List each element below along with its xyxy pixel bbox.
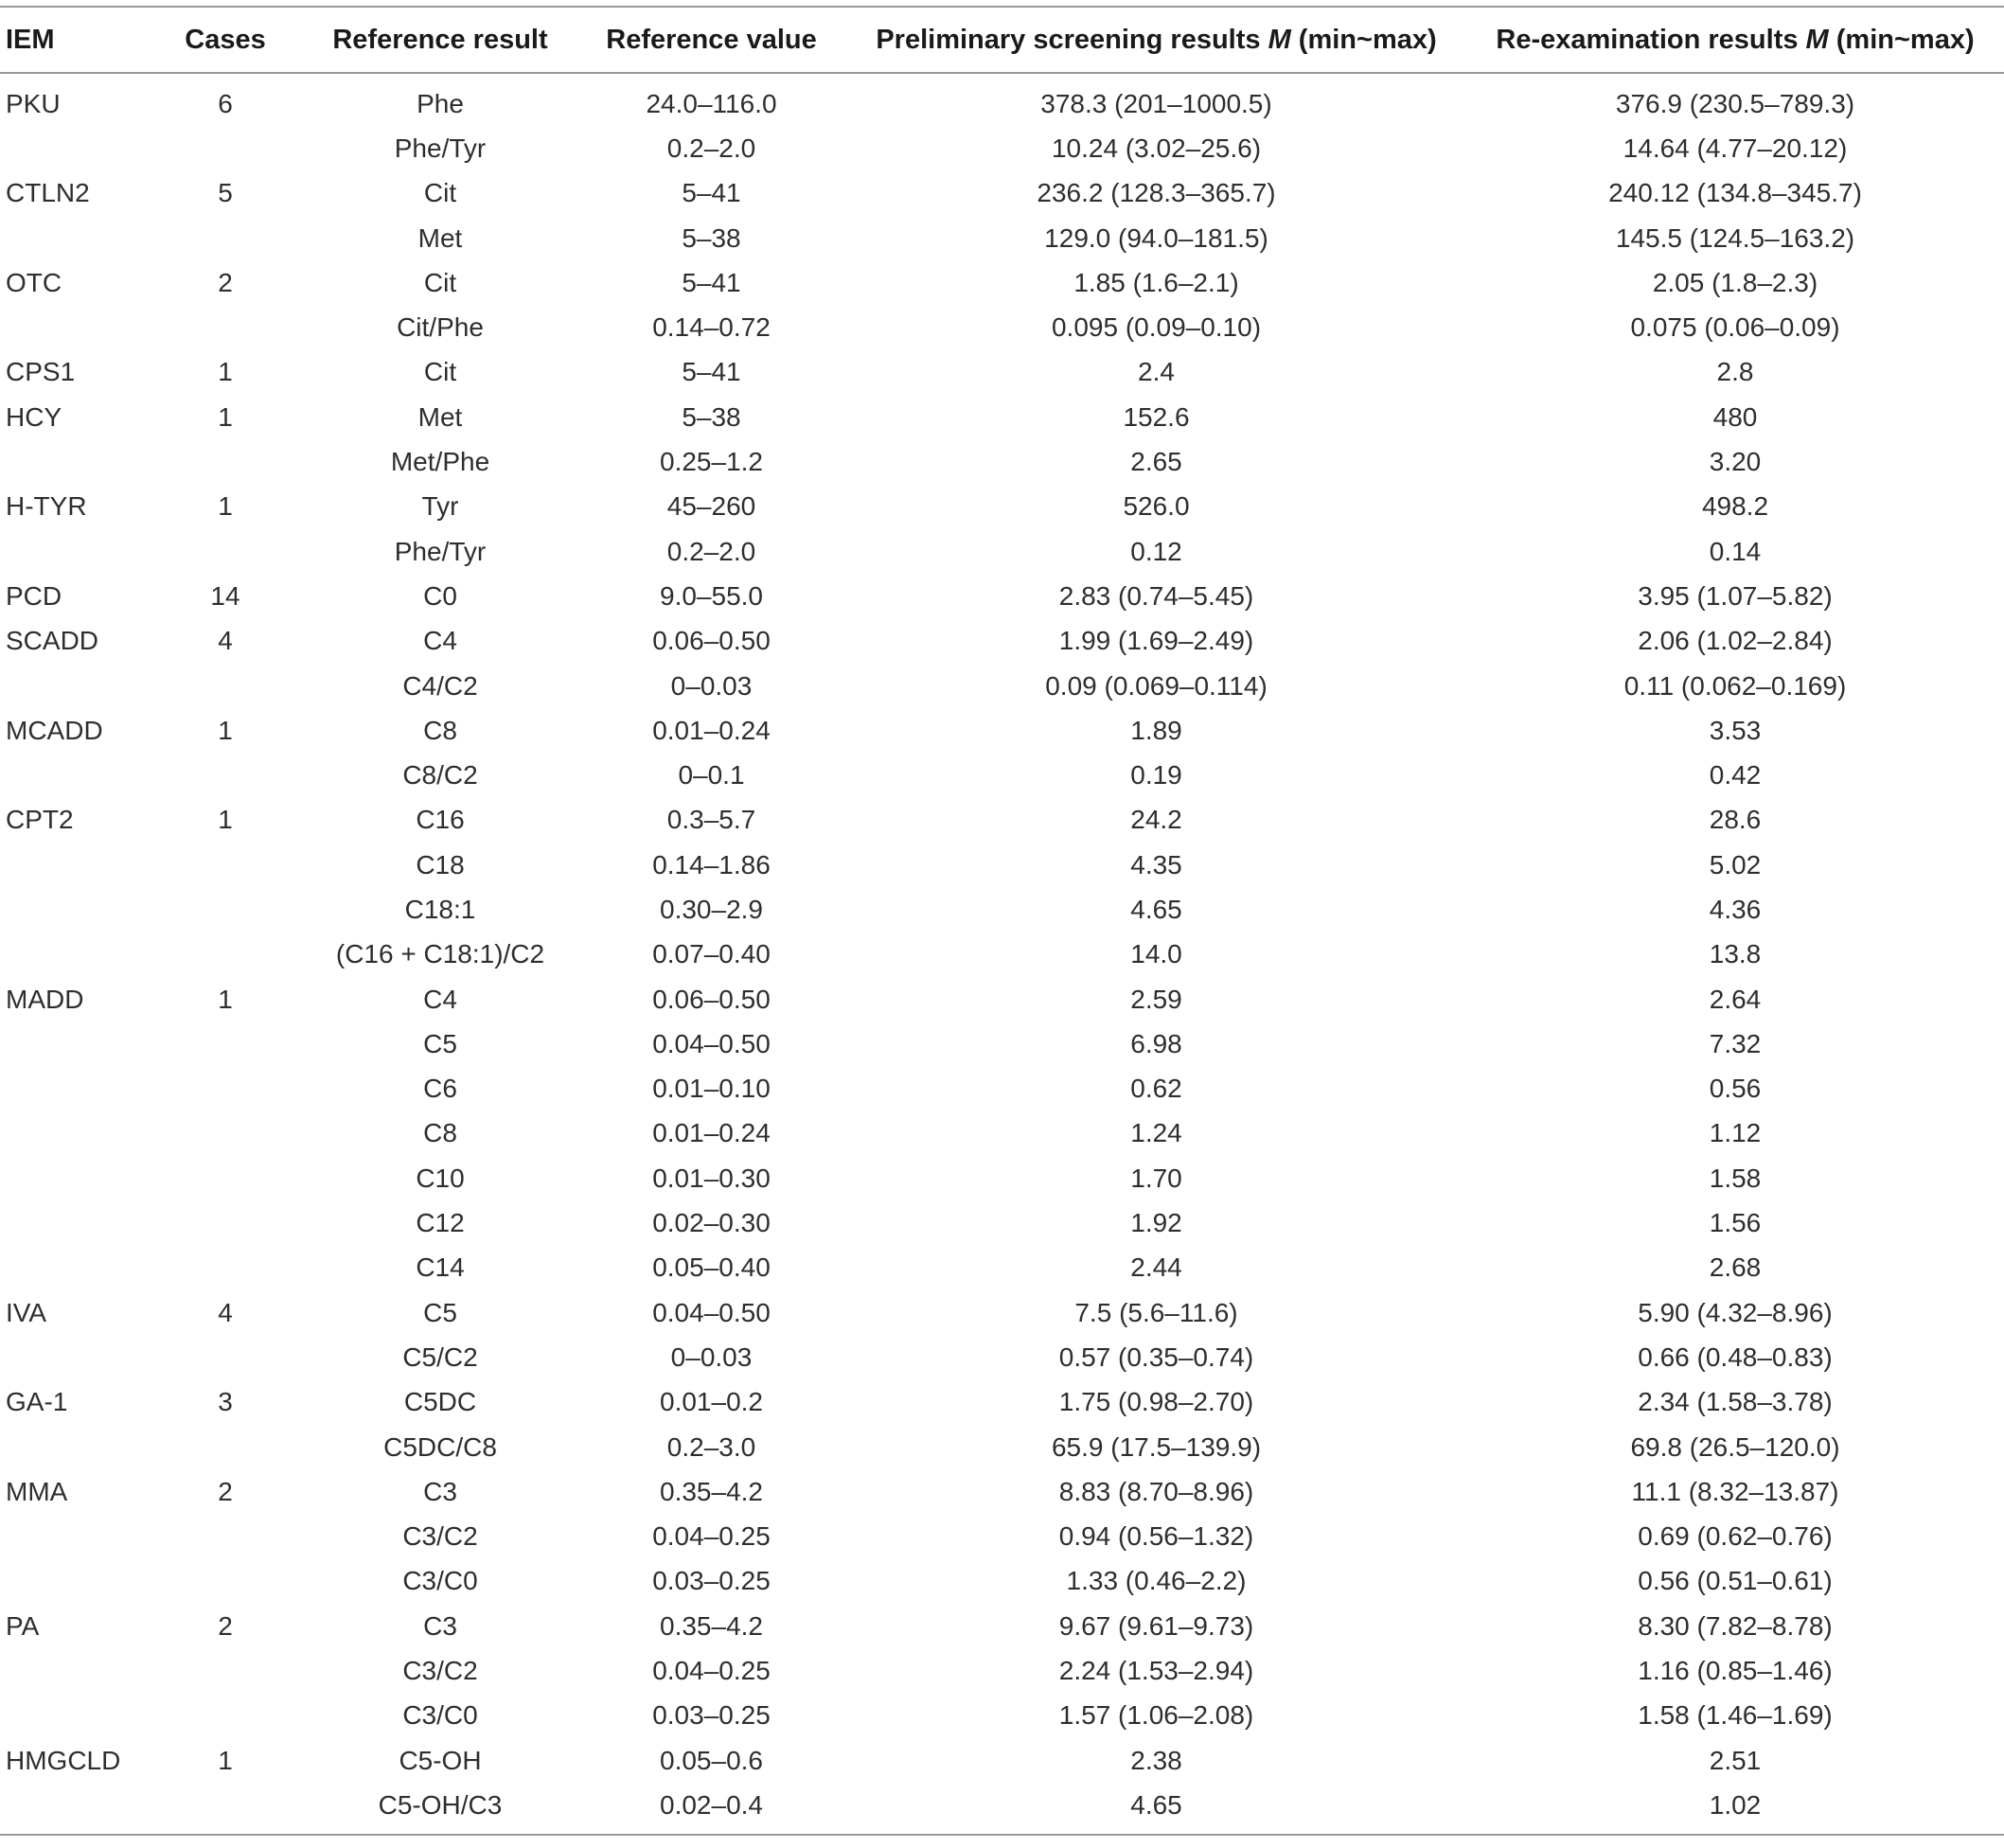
cell-iem: [0, 1559, 147, 1604]
cell-iem: [0, 1694, 147, 1738]
cell-cases: [147, 529, 304, 574]
cell-cases: 2: [218, 1610, 233, 1641]
table-header: [0, 7, 2004, 73]
cell-reference-result: C3/C0: [402, 1566, 478, 1596]
cell-preliminary-result: 1.57 (1.06–2.08): [1058, 1700, 1254, 1731]
cell-reexam-result: 0.56: [1709, 1074, 1762, 1104]
cell-cases: 1: [218, 357, 233, 387]
cell-reexam-result: 1.58 (1.46–1.69): [1638, 1700, 1833, 1731]
cell-cases: 1: [218, 984, 233, 1014]
cell-cases: 1: [218, 715, 233, 745]
cell-reference-result: C3/C2: [402, 1656, 478, 1686]
table-row: [0, 1067, 2004, 1111]
cell-iem: [0, 1246, 147, 1290]
cell-iem: SCADD: [6, 626, 99, 656]
cell-reference-value: 0.01–0.10: [652, 1074, 771, 1104]
cell-iem: [0, 664, 147, 708]
cell-reference-result: C3/C2: [402, 1521, 478, 1552]
cell-preliminary-result: 236.2 (128.3–365.7): [1037, 178, 1276, 208]
cell-reference-result: Cit/Phe: [397, 312, 484, 343]
cell-cases: 1: [218, 401, 233, 432]
table-row: [0, 1738, 2004, 1783]
header-preliminary-prefix: Preliminary screening results: [876, 24, 1268, 55]
cell-preliminary-result: 2.24 (1.53–2.94): [1058, 1656, 1254, 1686]
cell-reference-value: 0.01–0.2: [660, 1387, 763, 1417]
cell-preliminary-result: 1.33 (0.46–2.2): [1066, 1566, 1247, 1596]
table-row: [0, 1156, 2004, 1200]
cell-iem: PKU: [6, 88, 61, 118]
cell-cases: 1: [218, 805, 233, 835]
cell-iem: [0, 216, 147, 260]
cell-cases: [147, 1067, 304, 1111]
table-row: [0, 664, 2004, 708]
cell-preliminary-result: 10.24 (3.02–25.6): [1051, 133, 1262, 163]
cell-reference-value: 0.04–0.50: [652, 1297, 771, 1327]
cell-reference-result: C14: [416, 1253, 465, 1283]
cell-reexam-result: 2.05 (1.8–2.3): [1652, 267, 1818, 297]
cell-preliminary-result: 65.9 (17.5–139.9): [1051, 1431, 1262, 1462]
cell-preliminary-result: 1.24: [1130, 1118, 1182, 1148]
cell-reference-value: 0.14–1.86: [652, 849, 771, 880]
cell-reference-result: C3: [423, 1476, 457, 1506]
cell-cases: [147, 1022, 304, 1066]
cell-reference-result: C5-OH/C3: [304, 1783, 576, 1834]
cell-iem: CTLN2: [6, 178, 90, 208]
cell-iem: [0, 1335, 147, 1379]
cell-reference-result: Phe/Tyr: [394, 133, 487, 163]
cell-reexam-result: 2.06 (1.02–2.84): [1638, 626, 1833, 656]
cell-cases: 1: [218, 491, 233, 522]
cell-reference-result: C4: [423, 984, 457, 1014]
cell-cases: [147, 753, 304, 797]
table-row: [0, 171, 2004, 216]
cell-reference-result: (C16 + C18:1)/C2: [335, 939, 545, 969]
table-row: [0, 977, 2004, 1022]
cell-reference-value: 0.04–0.25: [652, 1521, 771, 1552]
cell-reference-value: 0.35–4.2: [660, 1476, 763, 1506]
cell-reexam-result: 1.56: [1709, 1208, 1762, 1238]
table-row: [0, 1111, 2004, 1156]
header-reference-result: Reference result: [304, 7, 576, 73]
cell-preliminary-result: 4.35: [1130, 849, 1182, 880]
cell-cases: 3: [218, 1387, 233, 1417]
cell-reexam-result: 240.12 (134.8–345.7): [1608, 178, 1862, 208]
table-row: [0, 1604, 2004, 1648]
cell-cases: 5: [218, 178, 233, 208]
cell-reexam-result: 14.64 (4.77–20.12): [1623, 133, 1848, 163]
cell-cases: [147, 216, 304, 260]
header-iem: IEM: [0, 7, 147, 73]
cell-reexam-result: 2.34 (1.58–3.78): [1638, 1387, 1833, 1417]
cell-reexam-result: 1.16 (0.85–1.46): [1638, 1656, 1833, 1686]
cell-reexam-result: 2.64: [1709, 984, 1762, 1014]
cell-reexam-result: 5.02: [1709, 849, 1762, 880]
cell-iem: CPT2: [6, 805, 74, 835]
cell-preliminary-result: 4.65: [846, 1783, 1466, 1834]
header-row: [0, 7, 2004, 73]
cell-preliminary-result: 129.0 (94.0–181.5): [1044, 222, 1268, 253]
cell-reference-value: 0.2–3.0: [666, 1431, 756, 1462]
cell-iem: [0, 439, 147, 484]
cell-cases: 2: [218, 267, 233, 297]
cell-cases: [147, 1200, 304, 1245]
table-body: [0, 73, 2004, 1835]
cell-reference-value: 0.2–2.0: [666, 133, 756, 163]
table-row: [0, 933, 2004, 977]
cell-preliminary-result: 0.62: [1130, 1074, 1182, 1104]
cell-iem: [0, 1022, 147, 1066]
header-reexam-results: [1466, 7, 2004, 73]
cell-reference-value: 0.01–0.24: [652, 715, 771, 745]
cell-reference-value: 0.04–0.25: [652, 1656, 771, 1686]
cell-reference-value: 0.30–2.9: [660, 894, 763, 924]
cell-reexam-result: 28.6: [1709, 805, 1762, 835]
cell-preliminary-result: 1.70: [1130, 1163, 1182, 1193]
cell-reference-value: 5–41: [682, 357, 741, 387]
cell-iem: [0, 1156, 147, 1200]
cell-reference-result: C4/C2: [402, 670, 478, 701]
cell-iem: [0, 1515, 147, 1559]
cell-cases: [147, 1111, 304, 1156]
cell-cases: [147, 1156, 304, 1200]
cell-reference-value: 0.35–4.2: [660, 1610, 763, 1641]
cell-reference-value: 0.03–0.25: [652, 1566, 771, 1596]
cell-reference-value: 0.14–0.72: [652, 312, 771, 343]
table-row: [0, 619, 2004, 664]
cell-reexam-result: 0.42: [1709, 760, 1762, 791]
cell-reference-result: Phe/Tyr: [394, 536, 487, 566]
cell-reference-result: C10: [416, 1163, 465, 1193]
cell-reference-value: 0.05–0.40: [652, 1253, 771, 1283]
header-preliminary-italic: M: [1268, 24, 1291, 55]
cell-cases: [147, 1559, 304, 1604]
cell-cases: [147, 1246, 304, 1290]
cell-reexam-result: 480: [1712, 401, 1758, 432]
cell-preliminary-result: 1.99 (1.69–2.49): [1058, 626, 1254, 656]
cell-preliminary-result: 1.75 (0.98–2.70): [1058, 1387, 1254, 1417]
cell-reexam-result: 0.11 (0.062–0.169): [1623, 670, 1847, 701]
cell-reference-value: 5–38: [682, 222, 741, 253]
cell-preliminary-result: 0.57 (0.35–0.74): [1058, 1342, 1254, 1372]
cell-reference-value: 5–41: [682, 267, 741, 297]
cell-reference-value: 0–0.1: [678, 760, 745, 791]
table-row: [0, 1290, 2004, 1335]
cell-iem: [0, 305, 147, 349]
table-row: [0, 708, 2004, 753]
cell-iem: H-TYR: [6, 491, 87, 522]
header-reexam-italic: M: [1805, 24, 1829, 55]
cell-iem: [0, 753, 147, 797]
cell-preliminary-result: 4.65: [1130, 894, 1182, 924]
cell-reference-result: C5DC: [403, 1387, 477, 1417]
header-reexam-suffix: (min~max): [1828, 24, 1975, 55]
cell-reexam-result: 1.12: [1709, 1118, 1762, 1148]
cell-preliminary-result: 0.12: [1130, 536, 1182, 566]
header-reexam-prefix: Re-examination results: [1496, 24, 1806, 55]
cell-reference-value: 0.02–0.4: [576, 1783, 846, 1834]
cell-iem: [0, 1200, 147, 1245]
cell-cases: [147, 1648, 304, 1693]
cell-cases: 14: [210, 580, 240, 611]
cell-reference-result: C8: [423, 715, 457, 745]
cell-iem: OTC: [6, 267, 62, 297]
cell-iem: PCD: [6, 580, 62, 611]
table-row: [0, 1200, 2004, 1245]
cell-preliminary-result: 6.98: [1130, 1028, 1182, 1058]
cell-iem: [0, 126, 147, 170]
cell-reexam-result: 145.5 (124.5–163.2): [1615, 222, 1855, 253]
cell-preliminary-result: 0.19: [1130, 760, 1182, 791]
cell-reference-result: Cit: [423, 267, 457, 297]
cell-reexam-result: 376.9 (230.5–789.3): [1615, 88, 1855, 118]
cell-reexam-result: 2.68: [1709, 1253, 1762, 1283]
cell-reference-result: Cit: [423, 178, 457, 208]
cell-iem: [0, 1425, 147, 1469]
cell-reference-value: 0.05–0.6: [660, 1745, 763, 1775]
table-row: [0, 574, 2004, 618]
cell-reference-result: C5DC/C8: [383, 1431, 497, 1462]
cell-reexam-result: 0.14: [1709, 536, 1762, 566]
cell-reexam-result: 3.20: [1709, 447, 1762, 477]
cell-cases: 1: [218, 1745, 233, 1775]
cell-iem: CPS1: [6, 357, 76, 387]
cell-reexam-result: 0.69 (0.62–0.76): [1638, 1521, 1833, 1552]
header-reference-value: Reference value: [576, 7, 846, 73]
cell-reference-result: C5: [423, 1028, 457, 1058]
cell-reference-value: 24.0–116.0: [646, 88, 777, 118]
cell-iem: [0, 529, 147, 574]
cell-cases: 4: [218, 626, 233, 656]
iem-results-table: [0, 6, 2004, 1836]
cell-reexam-result: 5.90 (4.32–8.96): [1638, 1297, 1833, 1327]
cell-preliminary-result: 0.095 (0.09–0.10): [1051, 312, 1262, 343]
cell-cases: 6: [218, 88, 233, 118]
cell-preliminary-result: 2.59: [1130, 984, 1182, 1014]
cell-cases: [147, 439, 304, 484]
cell-reference-result: C5/C2: [402, 1342, 478, 1372]
cell-iem: HCY: [6, 401, 62, 432]
cell-cases: [147, 1335, 304, 1379]
table-row: [0, 1648, 2004, 1693]
cell-preliminary-result: 1.89: [1130, 715, 1182, 745]
cell-preliminary-result: 2.4: [1138, 357, 1175, 387]
table-row: [0, 395, 2004, 439]
cell-preliminary-result: 2.44: [1130, 1253, 1182, 1283]
cell-reference-result: C8: [423, 1118, 457, 1148]
table-row: [0, 1425, 2004, 1469]
cell-reference-value: 0.02–0.30: [652, 1208, 771, 1238]
table-row: [0, 1515, 2004, 1559]
cell-reference-value: 5–41: [682, 178, 741, 208]
cell-reference-value: 0.07–0.40: [652, 939, 771, 969]
cell-reference-result: C18:1: [404, 894, 476, 924]
cell-cases: [147, 664, 304, 708]
cell-cases: [147, 843, 304, 887]
table-row: [0, 126, 2004, 170]
cell-reference-value: 0.01–0.30: [652, 1163, 771, 1193]
cell-reference-result: C3/C0: [402, 1700, 478, 1731]
cell-preliminary-result: 14.0: [1130, 939, 1182, 969]
cell-reference-result: Phe: [417, 88, 464, 118]
cell-cases: [147, 933, 304, 977]
cell-preliminary-result: 2.38: [1130, 1745, 1182, 1775]
cell-preliminary-result: 24.2: [1130, 805, 1182, 835]
cell-reexam-result: 7.32: [1709, 1028, 1762, 1058]
cell-reexam-result: 2.8: [1716, 357, 1754, 387]
cell-reference-result: Tyr: [421, 491, 459, 522]
cell-preliminary-result: 1.85 (1.6–2.1): [1073, 267, 1239, 297]
cell-preliminary-result: 0.09 (0.069–0.114): [1045, 670, 1268, 701]
cell-reference-result: Cit: [423, 357, 457, 387]
cell-reference-result: C18: [416, 849, 465, 880]
cell-iem: GA-1: [6, 1387, 68, 1417]
cell-cases: [147, 1425, 304, 1469]
cell-reference-result: C12: [416, 1208, 465, 1238]
cell-cases: 2: [218, 1476, 233, 1506]
cell-reference-value: 0.03–0.25: [652, 1700, 771, 1731]
cell-preliminary-result: 2.83 (0.74–5.45): [1058, 580, 1254, 611]
cell-preliminary-result: 2.65: [1130, 447, 1182, 477]
cell-reexam-result: 0.075 (0.06–0.09): [1630, 312, 1840, 343]
cell-reference-result: Met: [417, 401, 463, 432]
cell-reexam-result: 3.95 (1.07–5.82): [1638, 580, 1833, 611]
cell-iem: [0, 843, 147, 887]
cell-iem: [0, 1648, 147, 1693]
cell-iem: [0, 1783, 147, 1834]
cell-reexam-result: 1.02: [1466, 1783, 2004, 1834]
table-row: [0, 485, 2004, 529]
cell-reference-result: C3: [423, 1610, 457, 1641]
table-row: [0, 798, 2004, 843]
table-row: [0, 1335, 2004, 1379]
cell-reexam-result: 8.30 (7.82–8.78): [1638, 1610, 1833, 1641]
cell-reference-result: C0: [423, 580, 457, 611]
cell-reexam-result: 498.2: [1701, 491, 1769, 522]
cell-preliminary-result: 526.0: [1123, 491, 1190, 522]
table-row: [0, 529, 2004, 574]
table-row: [0, 350, 2004, 395]
header-cases: Cases: [147, 7, 304, 73]
cell-reexam-result: 69.8 (26.5–120.0): [1630, 1431, 1840, 1462]
table-row: [0, 843, 2004, 887]
table-row: [0, 1694, 2004, 1738]
cell-iem: [0, 933, 147, 977]
cell-iem: HMGCLD: [6, 1745, 121, 1775]
cell-reexam-result: 1.58: [1709, 1163, 1762, 1193]
cell-reference-value: 0–0.03: [670, 1342, 753, 1372]
cell-reference-result: C5-OH: [399, 1745, 482, 1775]
cell-iem: IVA: [6, 1297, 47, 1327]
cell-cases: [147, 126, 304, 170]
table-row: [0, 260, 2004, 305]
cell-cases: [147, 305, 304, 349]
cell-reexam-result: 3.53: [1709, 715, 1762, 745]
cell-iem: MMA: [6, 1476, 68, 1506]
cell-reference-result: C4: [423, 626, 457, 656]
table-row: [0, 887, 2004, 932]
cell-iem: PA: [6, 1610, 40, 1641]
cell-reference-value: 0.06–0.50: [652, 626, 771, 656]
cell-preliminary-result: 1.92: [1130, 1208, 1182, 1238]
cell-reference-result: C8/C2: [402, 760, 478, 791]
cell-reference-value: 9.0–55.0: [660, 580, 763, 611]
table-row: [0, 1246, 2004, 1290]
cell-iem: [0, 887, 147, 932]
cell-reference-value: 0–0.03: [670, 670, 753, 701]
cell-reference-result: Met/Phe: [390, 447, 490, 477]
table-row: [0, 1469, 2004, 1514]
table-row: [0, 753, 2004, 797]
cell-preliminary-result: 152.6: [1123, 401, 1190, 432]
cell-reexam-result: 2.51: [1709, 1745, 1762, 1775]
cell-reexam-result: 11.1 (8.32–13.87): [1631, 1476, 1839, 1506]
cell-reference-result: Met: [417, 222, 463, 253]
header-preliminary-results: [846, 7, 1466, 73]
cell-preliminary-result: 378.3 (201–1000.5): [1040, 88, 1272, 118]
cell-preliminary-result: 7.5 (5.6–11.6): [1074, 1297, 1238, 1327]
cell-reference-value: 0.25–1.2: [660, 447, 763, 477]
cell-reference-value: 0.04–0.50: [652, 1028, 771, 1058]
cell-preliminary-result: 9.67 (9.61–9.73): [1058, 1610, 1254, 1641]
cell-iem: MCADD: [6, 715, 103, 745]
cell-reference-result: C5: [423, 1297, 457, 1327]
cell-iem: [0, 1111, 147, 1156]
table-row: [0, 1559, 2004, 1604]
cell-iem: MADD: [6, 984, 84, 1014]
table-row: [0, 305, 2004, 349]
cell-cases: 4: [218, 1297, 233, 1327]
table-row: [0, 1783, 2004, 1834]
cell-reference-value: 0.06–0.50: [652, 984, 771, 1014]
cell-reexam-result: 4.36: [1709, 894, 1762, 924]
table-row: [0, 1380, 2004, 1425]
cell-iem: [0, 1067, 147, 1111]
cell-preliminary-result: 8.83 (8.70–8.96): [1058, 1476, 1254, 1506]
cell-cases: [147, 1783, 304, 1834]
header-preliminary-suffix: (min~max): [1290, 24, 1437, 55]
cell-reexam-result: 13.8: [1709, 939, 1762, 969]
cell-cases: [147, 1515, 304, 1559]
cell-preliminary-result: 0.94 (0.56–1.32): [1058, 1521, 1254, 1552]
cell-reference-value: 45–260: [666, 491, 756, 522]
cell-reexam-result: 0.66 (0.48–0.83): [1638, 1342, 1833, 1372]
cell-reference-value: 5–38: [682, 401, 741, 432]
table-row: [0, 1022, 2004, 1066]
table-row: [0, 216, 2004, 260]
cell-reference-value: 0.01–0.24: [652, 1118, 771, 1148]
cell-reference-value: 0.2–2.0: [666, 536, 756, 566]
cell-reference-value: 0.3–5.7: [666, 805, 756, 835]
table-row: [0, 73, 2004, 126]
cell-cases: [147, 1694, 304, 1738]
cell-reference-result: C16: [416, 805, 465, 835]
table-row: [0, 439, 2004, 484]
cell-reference-result: C6: [423, 1074, 457, 1104]
cell-cases: [147, 887, 304, 932]
cell-reexam-result: 0.56 (0.51–0.61): [1638, 1566, 1833, 1596]
